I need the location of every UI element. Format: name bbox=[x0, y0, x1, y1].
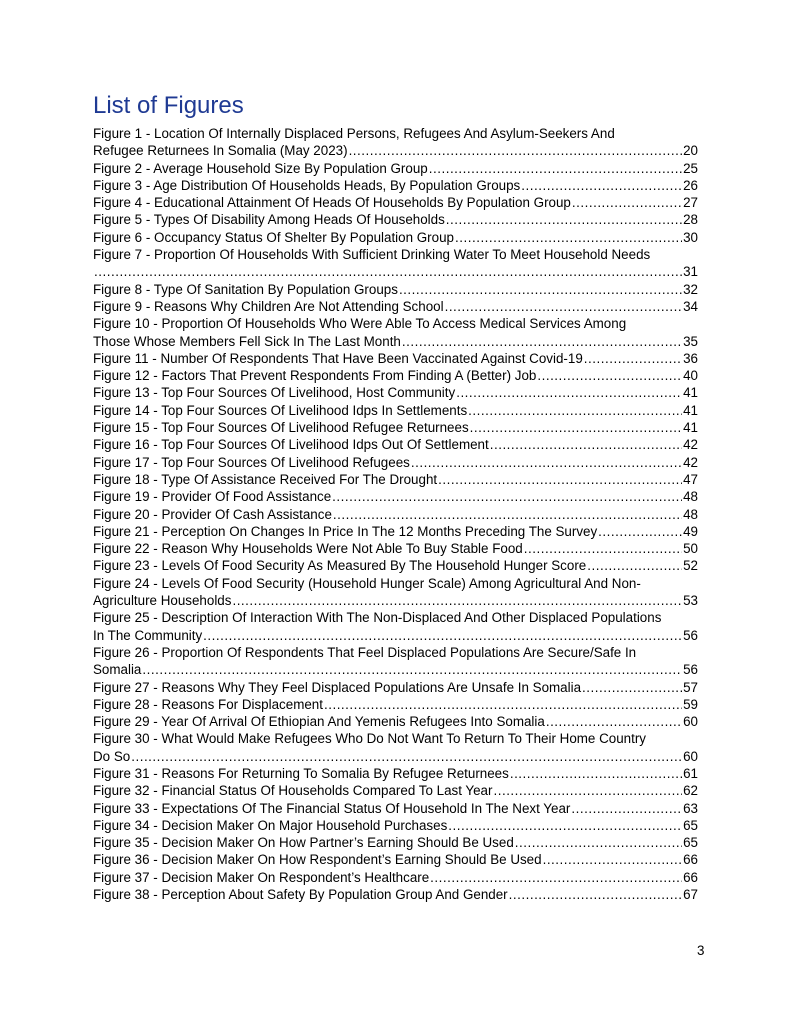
toc-entry[interactable] bbox=[93, 350, 698, 367]
toc-entry-title: Figure 8 - Type Of Sanitation By Population Groups bbox=[93, 281, 398, 297]
toc-entry-title: Do So bbox=[93, 748, 131, 764]
toc-entry[interactable] bbox=[93, 540, 698, 557]
toc-entry-title: Figure 4 - Educational Attainment Of Heads Of Households By Population Group bbox=[93, 195, 571, 211]
dot-leader bbox=[468, 402, 682, 419]
dot-leader bbox=[411, 454, 682, 471]
toc-entry[interactable] bbox=[93, 160, 698, 177]
toc-entry-title: Figure 16 - Top Four Sources Of Livelihood Idps Out Of Settlement bbox=[93, 437, 489, 453]
toc-entry-page: 41 bbox=[683, 385, 698, 401]
toc-entry[interactable] bbox=[93, 644, 698, 679]
toc-entry[interactable] bbox=[93, 782, 698, 799]
toc-entry-title: Figure 17 - Top Four Sources Of Livelihood Refugees bbox=[93, 454, 410, 470]
toc-entry-title: Those Whose Members Fell Sick In The Last Month bbox=[93, 333, 401, 349]
dot-leader bbox=[324, 696, 682, 713]
dot-leader bbox=[349, 142, 683, 159]
toc-entry[interactable] bbox=[93, 367, 698, 384]
toc-entry[interactable] bbox=[93, 869, 698, 886]
toc-entry-title-line: Figure 7 - Proportion Of Households With Sufficient Drinking Water To Meet Household Needs bbox=[93, 247, 651, 263]
toc-entry-page: 53 bbox=[683, 593, 698, 609]
toc-entry[interactable] bbox=[93, 436, 698, 453]
toc-entry-page: 30 bbox=[683, 229, 698, 245]
toc-entry[interactable] bbox=[93, 177, 698, 194]
toc-entry-title-line: Figure 10 - Proportion Of Households Who Were Able To Access Medical Services Among bbox=[93, 316, 627, 332]
toc-entry[interactable] bbox=[93, 557, 698, 574]
toc-entry-title: Figure 20 - Provider Of Cash Assistance bbox=[93, 506, 332, 522]
toc-entry[interactable] bbox=[93, 384, 698, 401]
toc-entry-page: 57 bbox=[683, 679, 698, 695]
toc-entry-page: 63 bbox=[683, 800, 698, 816]
toc-entry-page: 42 bbox=[683, 454, 698, 470]
dot-leader bbox=[131, 748, 682, 765]
toc-entry-page: 65 bbox=[683, 817, 698, 833]
dot-leader bbox=[584, 350, 682, 367]
toc-entry-page: 34 bbox=[683, 298, 698, 314]
toc-entry-page: 36 bbox=[683, 350, 698, 366]
dot-leader bbox=[94, 263, 682, 280]
dot-leader bbox=[582, 679, 682, 696]
toc-entry-title: Figure 13 - Top Four Sources Of Livelihood, Host Community bbox=[93, 385, 456, 401]
toc-entry-page: 27 bbox=[683, 195, 698, 211]
toc-entry-page: 41 bbox=[683, 420, 698, 436]
dot-leader bbox=[445, 298, 683, 315]
toc-entry-page: 35 bbox=[683, 333, 698, 349]
dot-leader bbox=[509, 886, 682, 903]
dot-leader bbox=[448, 817, 682, 834]
toc-entry[interactable] bbox=[93, 765, 698, 782]
toc-entry-page: 40 bbox=[683, 368, 698, 384]
toc-entry-page: 41 bbox=[683, 402, 698, 418]
toc-entry-title: Figure 14 - Top Four Sources Of Livelihood Idps In Settlements bbox=[93, 402, 468, 418]
toc-entry-page: 60 bbox=[683, 714, 698, 730]
dot-leader bbox=[446, 211, 682, 228]
toc-entry[interactable] bbox=[93, 800, 698, 817]
toc-entry-page: 48 bbox=[683, 506, 698, 522]
toc-entry-title-line: Figure 26 - Proportion Of Respondents That Feel Displaced Populations Are Secure/Safe In bbox=[93, 644, 637, 660]
page-title: List of Figures bbox=[93, 92, 244, 119]
toc-entry-page: 56 bbox=[683, 662, 698, 678]
toc-entry[interactable] bbox=[93, 817, 698, 834]
toc-entry[interactable] bbox=[93, 523, 698, 540]
toc-entry-title: Figure 32 - Financial Status Of Households Compared To Last Year bbox=[93, 783, 493, 799]
toc-entry[interactable] bbox=[93, 211, 698, 228]
toc-entry-title: Figure 29 - Year Of Arrival Of Ethiopian And Yemenis Refugees Into Somalia bbox=[93, 714, 545, 730]
toc-entry[interactable] bbox=[93, 315, 698, 350]
toc-entry-page: 60 bbox=[683, 748, 698, 764]
dot-leader bbox=[515, 834, 682, 851]
dot-leader bbox=[332, 488, 682, 505]
dot-leader bbox=[572, 194, 682, 211]
toc-entry[interactable] bbox=[93, 506, 698, 523]
toc-entry[interactable] bbox=[93, 419, 698, 436]
toc-entry-title: Figure 11 - Number Of Respondents That Have Been Vaccinated Against Covid-19 bbox=[93, 350, 583, 366]
dot-leader bbox=[203, 627, 682, 644]
dot-leader bbox=[490, 436, 682, 453]
toc-entry-title: Figure 35 - Decision Maker On How Partner’s Earning Should Be Used bbox=[93, 835, 514, 851]
list-of-figures bbox=[93, 125, 698, 903]
toc-entry-title: Figure 38 - Perception About Safety By Population Group And Gender bbox=[93, 887, 508, 903]
toc-entry-title: Figure 21 - Perception On Changes In Price In The 12 Months Preceding The Survey bbox=[93, 523, 598, 539]
toc-entry-page: 65 bbox=[683, 835, 698, 851]
toc-entry-page: 59 bbox=[683, 696, 698, 712]
toc-entry[interactable] bbox=[93, 713, 698, 730]
toc-entry-page: 66 bbox=[683, 869, 698, 885]
toc-entry-title: Somalia bbox=[93, 662, 142, 678]
toc-entry-title: Agriculture Households bbox=[93, 593, 232, 609]
toc-entry[interactable] bbox=[93, 696, 698, 713]
dot-leader bbox=[543, 851, 683, 868]
toc-entry-page: 62 bbox=[683, 783, 698, 799]
dot-leader bbox=[232, 592, 682, 609]
toc-entry-title: Figure 37 - Decision Maker On Respondent’s Healthcare bbox=[93, 869, 430, 885]
toc-entry[interactable] bbox=[93, 125, 698, 160]
toc-entry-page: 67 bbox=[683, 887, 698, 903]
toc-entry-title: Figure 15 - Top Four Sources Of Livelihood Refugee Returnees bbox=[93, 420, 469, 436]
toc-entry-page: 26 bbox=[683, 177, 698, 193]
dot-leader bbox=[510, 765, 682, 782]
toc-entry[interactable] bbox=[93, 298, 698, 315]
toc-entry-page: 66 bbox=[683, 852, 698, 868]
dot-leader bbox=[429, 160, 682, 177]
toc-entry[interactable] bbox=[93, 679, 698, 696]
toc-entry-title-line: Figure 30 - What Would Make Refugees Who Do Not Want To Return To Their Home Country bbox=[93, 731, 646, 747]
toc-entry-page: 31 bbox=[683, 264, 698, 280]
dot-leader bbox=[587, 557, 682, 574]
toc-entry-title: Figure 18 - Type Of Assistance Received For The Drought bbox=[93, 471, 438, 487]
toc-entry-title: Figure 22 - Reason Why Households Were Not Able To Buy Stable Food bbox=[93, 541, 523, 557]
toc-entry-page: 48 bbox=[683, 489, 698, 505]
toc-entry-page: 61 bbox=[683, 765, 698, 781]
toc-entry-title: Refugee Returnees In Somalia (May 2023) bbox=[93, 143, 348, 159]
toc-entry-title: Figure 23 - Levels Of Food Security As Measured By The Household Hunger Score bbox=[93, 558, 587, 574]
toc-entry-title: Figure 31 - Reasons For Returning To Somalia By Refugee Returnees bbox=[93, 765, 509, 781]
dot-leader bbox=[438, 471, 682, 488]
toc-entry-title: Figure 6 - Occupancy Status Of Shelter By Population Group bbox=[93, 229, 454, 245]
toc-entry-page: 32 bbox=[683, 281, 698, 297]
toc-entry-title-line: Figure 24 - Levels Of Food Security (Household Hunger Scale) Among Agricultural And Non- bbox=[93, 575, 641, 591]
dot-leader bbox=[142, 661, 682, 678]
dot-leader bbox=[402, 333, 682, 350]
toc-entry-title: Figure 19 - Provider Of Food Assistance bbox=[93, 489, 332, 505]
toc-entry[interactable] bbox=[93, 454, 698, 471]
toc-entry[interactable] bbox=[93, 246, 698, 281]
toc-entry[interactable] bbox=[93, 402, 698, 419]
dot-leader bbox=[571, 800, 682, 817]
toc-entry[interactable] bbox=[93, 281, 698, 298]
dot-leader bbox=[470, 419, 682, 436]
toc-entry-title-line: Figure 1 - Location Of Internally Displaced Persons, Refugees And Asylum-Seekers And bbox=[93, 126, 615, 141]
toc-entry[interactable] bbox=[93, 730, 698, 765]
toc-entry[interactable] bbox=[93, 471, 698, 488]
page-number: 3 bbox=[697, 943, 705, 958]
toc-entry-title-line: Figure 25 - Description Of Interaction With The Non-Displaced And Other Displaced Populations bbox=[93, 610, 662, 626]
toc-entry-title: Figure 5 - Types Of Disability Among Heads Of Households bbox=[93, 212, 445, 228]
dot-leader bbox=[333, 506, 682, 523]
toc-entry-title: Figure 28 - Reasons For Displacement bbox=[93, 696, 323, 712]
toc-entry[interactable] bbox=[93, 575, 698, 610]
toc-entry-page: 47 bbox=[683, 471, 698, 487]
toc-entry-title: In The Community bbox=[93, 627, 203, 643]
dot-leader bbox=[455, 229, 682, 246]
toc-entry-page: 52 bbox=[683, 558, 698, 574]
toc-entry[interactable] bbox=[93, 886, 698, 903]
dot-leader bbox=[430, 869, 682, 886]
toc-entry-page: 28 bbox=[683, 212, 698, 228]
dot-leader bbox=[598, 523, 682, 540]
toc-entry-page: 42 bbox=[683, 437, 698, 453]
toc-entry-page: 49 bbox=[683, 523, 698, 539]
toc-entry[interactable] bbox=[93, 834, 698, 851]
dot-leader bbox=[493, 782, 682, 799]
dot-leader bbox=[524, 540, 682, 557]
toc-entry-title: Figure 27 - Reasons Why They Feel Displaced Populations Are Unsafe In Somalia bbox=[93, 679, 582, 695]
toc-entry-title: Figure 12 - Factors That Prevent Respondents From Finding A (Better) Job bbox=[93, 368, 537, 384]
dot-leader bbox=[521, 177, 682, 194]
toc-entry-title: Figure 3 - Age Distribution Of Households Heads, By Population Groups bbox=[93, 177, 521, 193]
dot-leader bbox=[537, 367, 682, 384]
toc-entry-title: Figure 34 - Decision Maker On Major Household Purchases bbox=[93, 817, 448, 833]
toc-entry-title: Figure 9 - Reasons Why Children Are Not Attending School bbox=[93, 298, 444, 314]
toc-entry-page: 56 bbox=[683, 627, 698, 643]
toc-entry-page: 20 bbox=[683, 143, 698, 159]
toc-entry-title: Figure 2 - Average Household Size By Population Group bbox=[93, 160, 428, 176]
toc-entry-title: Figure 33 - Expectations Of The Financial Status Of Household In The Next Year bbox=[93, 800, 571, 816]
dot-leader bbox=[456, 384, 682, 401]
toc-entry[interactable] bbox=[93, 851, 698, 868]
toc-entry-title: Figure 36 - Decision Maker On How Respondent’s Earning Should Be Used bbox=[93, 852, 542, 868]
toc-entry-page: 25 bbox=[683, 160, 698, 176]
toc-entry-page: 50 bbox=[683, 541, 698, 557]
toc-entry[interactable] bbox=[93, 609, 698, 644]
toc-entry[interactable] bbox=[93, 194, 698, 211]
dot-leader bbox=[546, 713, 682, 730]
toc-entry[interactable] bbox=[93, 488, 698, 505]
dot-leader bbox=[399, 281, 682, 298]
toc-entry[interactable] bbox=[93, 229, 698, 246]
